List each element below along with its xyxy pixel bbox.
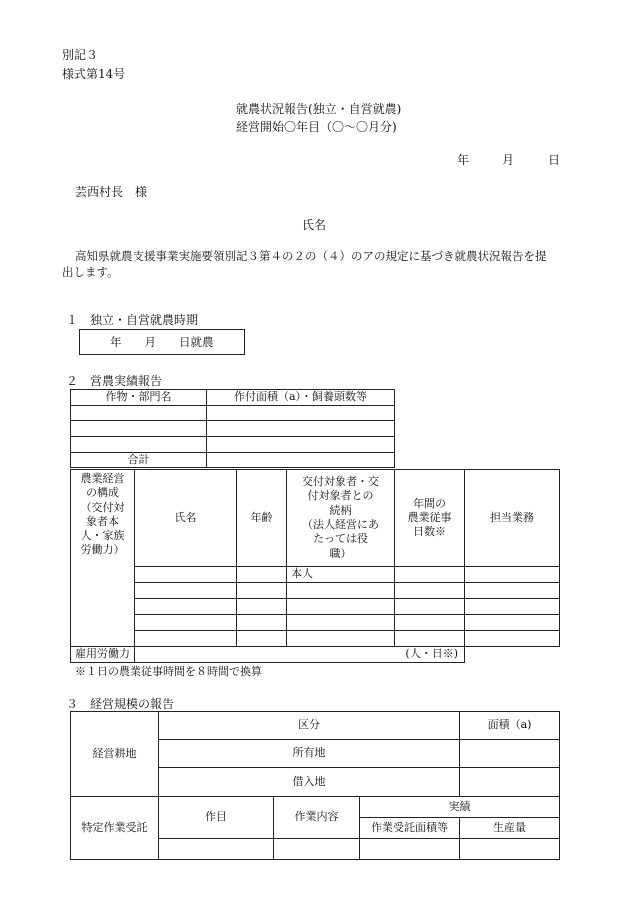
table-row: [71, 599, 560, 615]
date-day: 日: [548, 153, 561, 167]
contract-label: 特定作業受託: [71, 797, 159, 860]
farming-start-date: 年 月 日就農: [110, 335, 214, 349]
col-category: 区分: [159, 712, 460, 740]
col-days: 年間の 農業従事 日数※: [395, 470, 465, 567]
table-row: [71, 406, 395, 421]
appendix-label: 別記３: [62, 48, 99, 62]
work-label: 作業内容: [274, 797, 360, 839]
intro-line1: 高知県就農支援事業実施要領別記３第４の２の（４）のアの規定に基づき就農状況報告を提: [75, 249, 547, 263]
results-label: 実績: [360, 797, 560, 818]
date-month: 月: [502, 153, 515, 167]
table-row: [71, 421, 395, 437]
intro-line2: 出します。: [62, 265, 119, 279]
contract-area-label: 作業受託面積等: [360, 818, 460, 839]
section1-heading: １ 独立・自営就農時期: [66, 313, 199, 327]
form-number: 様式第14号: [62, 67, 126, 81]
crop-header: 作物・部門名: [71, 390, 207, 406]
self-label: 本人: [287, 567, 395, 583]
hired-unit: (人・日※): [135, 647, 465, 663]
total-label: 合計: [71, 453, 207, 468]
crop-label: 作目: [159, 797, 274, 839]
owned-label: 所有地: [159, 740, 460, 768]
footnote: ※１日の農業従事時間を８時間で換算: [75, 665, 262, 678]
col-name: 氏名: [135, 470, 237, 567]
production-label: 生産量: [460, 818, 560, 839]
col-relation: 交付対象者・交 付対象者との 続柄 （法人経営にあ たっては役 職）: [287, 470, 395, 567]
composition-label: 農業経営 の構成 （交付対 象者本 人・家族 労働力）: [71, 470, 135, 647]
col-duty: 担当業務: [465, 470, 560, 567]
farming-start-box: [79, 329, 245, 355]
table-row: [71, 631, 560, 647]
scale-table: [70, 711, 560, 860]
table-row: [71, 437, 395, 453]
section2-heading: ２ 営農実績報告: [66, 374, 163, 388]
name-label: 氏名: [302, 218, 327, 232]
section3-heading: ３ 経営規模の報告: [66, 697, 175, 711]
leased-label: 借入地: [159, 768, 460, 797]
labor-table: [70, 469, 560, 663]
table-row: [71, 615, 560, 631]
date-year: 年: [457, 153, 470, 167]
crop-table: [70, 389, 395, 468]
farmland-label: 経営耕地: [71, 712, 159, 797]
title-line1: 就農状況報告(独立・自営就農): [236, 102, 402, 116]
table-row: [71, 567, 560, 583]
col-area: 面積（a): [460, 712, 560, 740]
table-row: [71, 583, 560, 599]
col-age: 年齢: [237, 470, 287, 567]
title-line2: 経営開始〇年目（〇～〇月分): [236, 120, 397, 134]
addressee: 芸西村長 様: [75, 185, 148, 199]
area-header: 作付面積（a）・飼養頭数等: [207, 390, 395, 406]
hired-label: 雇用労働力: [71, 647, 135, 663]
